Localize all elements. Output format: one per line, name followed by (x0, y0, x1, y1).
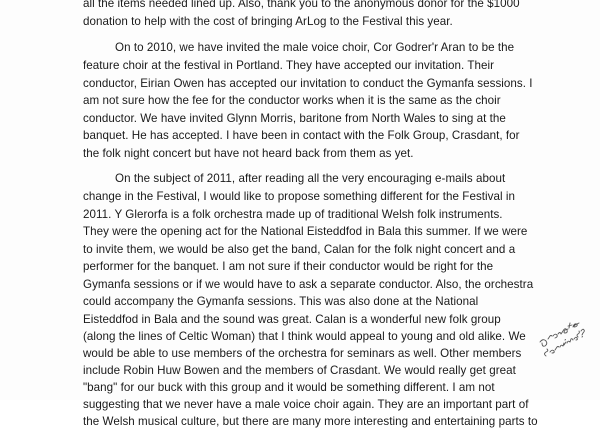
letter-line: could accompany the Gymanfa sessions. This was also done at the National (83, 295, 479, 308)
letter-line: conductor, Eirian Owen has accepted our invitation to conduct the Gymanfa sessions. I (83, 77, 533, 90)
letter-line: suggesting that we never have a male voice choir again. They are an important part of (83, 398, 529, 411)
letter-line: (along the lines of Celtic Woman) that I think would appeal to young and old alike. We (83, 330, 526, 343)
handwritten-note-scribble (536, 312, 596, 362)
handwritten-margin-note (536, 312, 596, 362)
letter-line: donation to help with the cost of bringing ArLog to the Festival this year. (83, 15, 453, 28)
letter-line: the Welsh musical culture, but there are many more interesting and entertaining parts to (83, 415, 538, 428)
letter-line: conductor. We have invited Glynn Morris, baritone from North Wales to sing at the (83, 112, 506, 125)
letter-line: On to 2010, we have invited the male voice choir, Cor Godrer'r Aran to be the (115, 41, 515, 54)
letter-line: Eisteddfod in Bala and the sound was great. Calan is a wonderful new folk group (83, 313, 501, 326)
letter-line: 2011. Y Glerorfa is a folk orchestra made up of traditional Welsh folk instruments. (83, 208, 503, 221)
letter-line: the folk night concert but have not heard back from them as yet. (83, 147, 414, 160)
letter-line: all the items needed lined up. Also, thank you to the anonymous donor for the $1000 (83, 0, 520, 10)
letter-line: They were the opening act for the National Eisteddfod in Bala this summer. If we were (83, 225, 528, 238)
letter-line: On the subject of 2011, after reading all the very encouraging e-mails about (115, 172, 506, 185)
letter-line: performer for the banquet. I am not sure if their conductor would be right for the (83, 260, 494, 273)
letter-line: banquet. He has accepted. I have been in contact with the Folk Group, Crasdant, for (83, 129, 520, 142)
letter-line: feature choir at the festival in Portland. They have accepted our invitation. Their (83, 59, 495, 72)
letter-line: am not sure how the fee for the conductor works when it is the same as the choir (83, 94, 501, 107)
letter-line: to invite them, we would be also get the band, Calan for the folk night concert and a (83, 243, 516, 256)
letter-line: Gymanfa sessions or if we would have to ask a separate conductor. Also, the orchestra (83, 278, 534, 291)
letter-line: would be able to use members of the orchestra for seminars as well. Other members (83, 347, 522, 360)
letter-line: "bang" for our buck with this group and it would be something different. I am not (83, 381, 495, 394)
letter-line: include Robin Huw Bowen and the members of Crasdant. We would really get great (83, 364, 516, 377)
letter-line: change in the Festival, I would like to propose something different for the Festival in (83, 190, 516, 203)
